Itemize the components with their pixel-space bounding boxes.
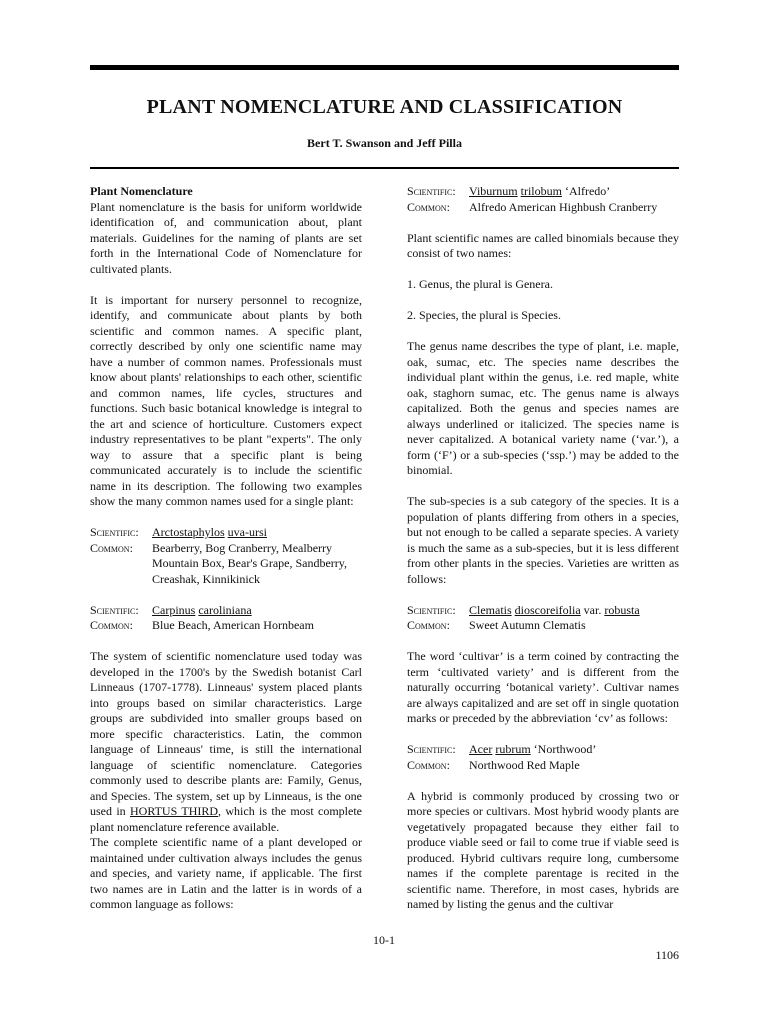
genus: Clematis	[469, 602, 512, 617]
species: uva-ursi	[227, 525, 267, 539]
example-clematis	[407, 603, 679, 634]
common-names: Northwood Red Maple	[469, 757, 580, 772]
example-carpinus	[90, 603, 362, 634]
common-label: Common:	[407, 757, 450, 772]
species: caroliniana	[198, 602, 252, 617]
common-names: Bearberry, Bog Cranberry, Mealberry Mountain Box, Bear's Grape, Sandberry, Creashak, Kinnikinick	[152, 540, 348, 586]
paragraph: The genus name describes the type of plant, i.e. maple, oak, sumac, etc. The species name describes the individual plant within the genus, i.e. red maple, white oak, staghorn sumac, etc. The genus name is always capitalized. Both the genus and species names are always underlined or italicized. The species name is never capitalized. A botanical variety name (‘var.’), a form (‘F’) or a sub-species (‘ssp.’) may be added to the binomial.	[407, 339, 679, 477]
common-label: Common:	[407, 199, 450, 214]
paragraph: It is important for nursery personnel to recognize, identify, and communicate about plants by both scientific and common names. A specific plant, correctly described by only one scientific name may have a number of common names. Professionals must know about plants' relationships to each other, scientific and common names, life cycles, structures and functions. Such basic botanical knowledge is integral to the art and science of horticulture. Customers expect industry representatives to be plant "experts". The only way to assure that a specific plant is being communicated accurately is to include the scientific name in its description. The following two examples show the many common names used for a single plant:	[90, 292, 362, 508]
paragraph: A hybrid is commonly produced by crossing two or more species or cultivars. Most hybrid woody plants are vegetatively propagated because they either fail to produce viable seed or fail to come true if viable seed is produced. Hybrid cultivars require long, cumbersome names if the complete parentage is recited in the scientific name. Therefore, in most cases, hybrids are named by listing the genus and the cultivar	[407, 788, 679, 911]
cultivar: ‘Alfredo’	[561, 184, 611, 198]
species: dioscoreifolia	[514, 602, 581, 617]
variety-abbrev: var.	[580, 602, 605, 617]
example-arctostaphylos	[90, 525, 362, 587]
species: trilobum	[520, 184, 562, 198]
list-item: 1. Genus, the plural is Genera.	[407, 277, 553, 291]
scientific-label: Scientific:	[407, 742, 456, 756]
paragraph: Plant nomenclature is the basis for uniform worldwide identification of, and communication about, plant materials. Guidelines for the naming of plants are set forth in the International Code of Nomenclature for cultivated plants.	[90, 199, 362, 276]
species: rubrum	[495, 742, 531, 756]
scientific-label: Scientific:	[407, 602, 456, 617]
scientific-label: Scientific:	[90, 525, 139, 539]
right-column	[407, 184, 679, 913]
list-item: 2. Species, the plural is Species.	[407, 308, 561, 322]
left-column	[90, 184, 362, 928]
authors: Bert T. Swanson and Jeff Pilla	[307, 136, 462, 150]
common-label: Common:	[90, 540, 133, 555]
scientific-label: Scientific:	[90, 602, 139, 617]
page-number: 10-1	[373, 933, 395, 947]
genus: Acer	[469, 742, 493, 756]
genus: Arctostaphylos	[152, 525, 225, 539]
common-names: Blue Beach, American Hornbeam	[152, 618, 314, 632]
variety: robusta	[604, 602, 640, 617]
paragraph: The complete scientific name of a plant developed or maintained under cultivation always includes the genus and species, and variety name, if applicable. The first two names are in Latin and the latter is in words of a common language as follows:	[90, 835, 362, 911]
scientific-label: Scientific:	[407, 184, 456, 198]
book-title: HORTUS THIRD	[129, 804, 219, 818]
paragraph: The word ‘cultivar’ is a term coined by contracting the term ‘cultivated variety’ and is different from the naturally occurring ‘botanical variety’. Cultivar names are always capitalized and are set off in single quotation marks or preceded by the abbreviation ‘cv’ as follows:	[407, 649, 679, 725]
common-label: Common:	[90, 618, 133, 632]
paragraph: The system of scientific nomenclature used today was developed in the 1700's by the Swedish botanist Carl Linneaus (1707-1778). Linneaus' system placed plants into groups based on similar characteristics. Large groups are subdivided into smaller groups based on more specific characteristics. Latin, the common language of Linneaus' time, is still the international language of scientific nomenclature. Categories commonly used to describe plants are: Family, Genus, and Species. The system, set up by Linneaus, is the one used in HORTUS THIRD, which is the most complete plant nomenclature reference available.	[90, 649, 362, 834]
common-names: Alfredo American Highbush Cranberry	[469, 199, 658, 214]
top-rule	[90, 65, 679, 70]
example-viburnum	[407, 184, 679, 215]
document-number: 1106	[655, 948, 679, 962]
document-title: PLANT NOMENCLATURE AND CLASSIFICATION	[146, 96, 623, 118]
genus: Carpinus	[152, 602, 196, 617]
section-heading: Plant Nomenclature	[90, 184, 193, 198]
genus: Viburnum	[469, 184, 518, 198]
paragraph: The sub-species is a sub category of the species. It is a population of plants differing from others in a species, but not enough to be called a separate species. A variety is much the same as a sub-species, but it is less different from other plants in the species. Varieties are written as follows:	[407, 494, 679, 586]
paragraph: Plant scientific names are called binomials because they consist of two names:	[407, 230, 679, 260]
common-label: Common:	[407, 618, 450, 632]
common-names: Sweet Autumn Clematis	[469, 618, 586, 632]
cultivar: ‘Northwood’	[530, 742, 597, 756]
example-acer	[407, 742, 679, 773]
header-rule	[90, 167, 679, 169]
